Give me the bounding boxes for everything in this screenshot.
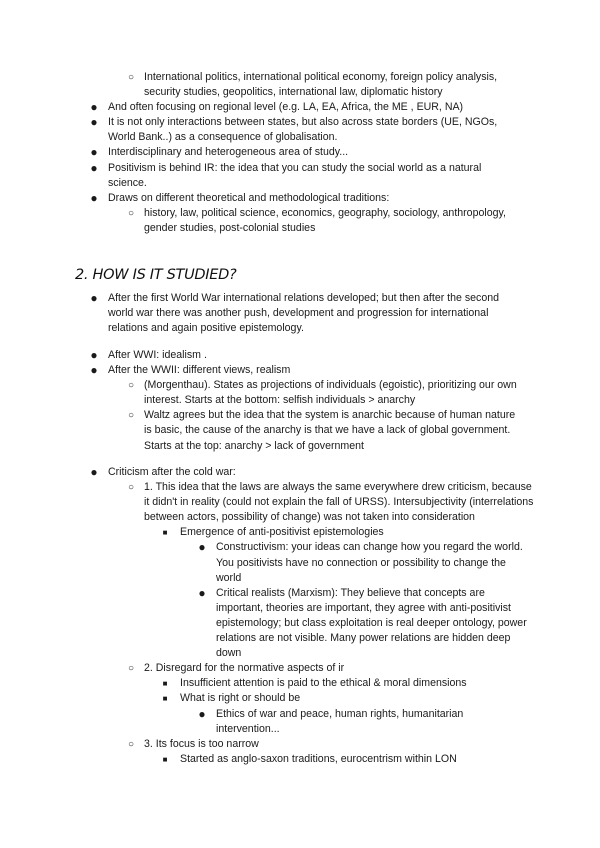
- list-item-text: Started as anglo-saxon traditions, eurocentrism within LON: [180, 752, 457, 765]
- square-bullet-icon: ■: [162, 754, 168, 764]
- list-item: [90, 115, 513, 145]
- list-item: [162, 691, 525, 706]
- list-item-text: Criticism after the cold war:: [108, 466, 236, 478]
- list-item: [198, 585, 528, 661]
- list-item-text: After the first World War international relations developed; but then after the second world war there was another push, development and progression for international relations and again positive epistemology.: [108, 292, 500, 335]
- filled-circle-bullet-icon: ●: [198, 540, 206, 555]
- list-item: [162, 525, 520, 540]
- list-item: [127, 378, 522, 408]
- filled-circle-bullet-icon: ●: [198, 706, 206, 721]
- list-item-text: It is not only interactions between states, but also across state borders (UE, NGOs, World Bank..) as a consequence of globalisation.: [108, 116, 498, 144]
- list-item-text: Draws on different theoretical and methodological traditions:: [108, 191, 390, 204]
- section-heading: 2. HOW IS IT STUDIED?: [75, 267, 237, 283]
- list-item-text: 2. Disregard for the normative aspects of ir: [144, 662, 345, 675]
- list-item-text: International politics, international political economy, foreign policy analysis, security studies, geopolitics, international law, diplomatic history: [144, 71, 498, 99]
- list-block-realism: [0, 348, 600, 454]
- list-block-intro: [0, 70, 600, 236]
- list-item: [127, 206, 534, 236]
- list-block-criticism: [0, 465, 600, 767]
- filled-circle-bullet-icon: ●: [90, 291, 98, 305]
- filled-circle-bullet-icon: ●: [90, 348, 98, 362]
- filled-circle-bullet-icon: ●: [90, 363, 98, 378]
- list-item: [90, 190, 513, 206]
- list-item-text: 3. Its focus is too narrow: [144, 737, 259, 750]
- list-item: [90, 465, 518, 480]
- hollow-circle-bullet-icon: ○: [127, 410, 135, 422]
- list-item-text: After WWI: idealism .: [108, 349, 207, 361]
- filled-circle-bullet-icon: ●: [90, 160, 98, 175]
- list-item-text: 1. This idea that the laws are always the same everywhere drew criticism, because it didn't in reality (could not explain the fall of URSS). Intersubjectivity (interrelations between actors, possibility of change) was not taken into consideration: [144, 481, 534, 524]
- hollow-circle-bullet-icon: ○: [127, 72, 135, 83]
- square-bullet-icon: ■: [162, 528, 168, 538]
- list-item-text: And often focusing on regional level (e.g. LA, EA, Africa, the ME , EUR, NA): [108, 101, 464, 114]
- list-item: [162, 752, 525, 767]
- list-item-text: history, law, political science, economics, geography, sociology, anthropology, gender studies, post-colonial studies: [144, 206, 506, 234]
- list-item: [198, 706, 528, 737]
- hollow-circle-bullet-icon: ○: [127, 207, 135, 219]
- list-item-text: Insufficient attention is paid to the ethical & moral dimensions: [180, 677, 467, 690]
- list-item: [162, 676, 525, 691]
- list-item-text: Ethics of war and peace, human rights, humanitarian intervention...: [216, 707, 464, 735]
- list-item: [127, 70, 534, 100]
- filled-circle-bullet-icon: ●: [90, 115, 98, 130]
- filled-circle-bullet-icon: ●: [90, 100, 98, 115]
- hollow-circle-bullet-icon: ○: [127, 663, 135, 675]
- list-item: [127, 737, 524, 752]
- hollow-circle-bullet-icon: ○: [127, 482, 135, 494]
- list-item-text: Positivism is behind IR: the idea that you can study the social world as a natural science.: [108, 161, 482, 189]
- list-item: [90, 160, 513, 191]
- filled-circle-bullet-icon: ●: [90, 145, 98, 160]
- hollow-circle-bullet-icon: ○: [127, 738, 135, 750]
- list-item-text: Constructivism: your ideas can change how you regard the world. You positivists have no connection or possibility to change the world: [216, 541, 523, 584]
- list-item-text: After the WWII: different views, realism: [108, 364, 291, 377]
- filled-circle-bullet-icon: ●: [90, 190, 98, 205]
- filled-circle-bullet-icon: ●: [90, 465, 98, 479]
- list-item: [198, 540, 528, 585]
- list-item-text: Critical realists (Marxism): They believe that concepts are important, theories are important, they agree with anti-positivist epistemology; but class exploitation is real deeper ontology, power relations are not visible. Many power relations are hidden deep down: [216, 586, 527, 660]
- filled-circle-bullet-icon: ●: [198, 585, 206, 600]
- list-item-text: Emergence of anti-positivist epistemologies: [180, 526, 384, 539]
- list-block-history: [0, 291, 600, 336]
- hollow-circle-bullet-icon: ○: [127, 380, 135, 392]
- list-item-text: (Morgenthau). States as projections of individuals (egoistic), prioritizing our own interest. Starts at the bottom: selfish individuals > anarchy: [144, 379, 517, 407]
- list-item: [127, 408, 522, 453]
- list-item: [90, 363, 518, 378]
- list-item: [90, 145, 513, 160]
- list-item-text: What is right or should be: [180, 692, 301, 705]
- list-item-text: Waltz agrees but the idea that the system is anarchic because of human nature is basic, the cause of the anarchy is that we have a lack of global government. Starts at the top: anarchy > lack of government: [144, 409, 516, 452]
- list-item: [90, 348, 518, 363]
- square-bullet-icon: ■: [162, 679, 168, 689]
- list-item: [90, 100, 513, 115]
- list-item: [90, 291, 518, 336]
- list-item-text: Interdisciplinary and heterogeneous area of study...: [108, 146, 349, 159]
- list-item: [127, 480, 534, 525]
- list-item: [127, 661, 524, 676]
- square-bullet-icon: ■: [162, 694, 168, 704]
